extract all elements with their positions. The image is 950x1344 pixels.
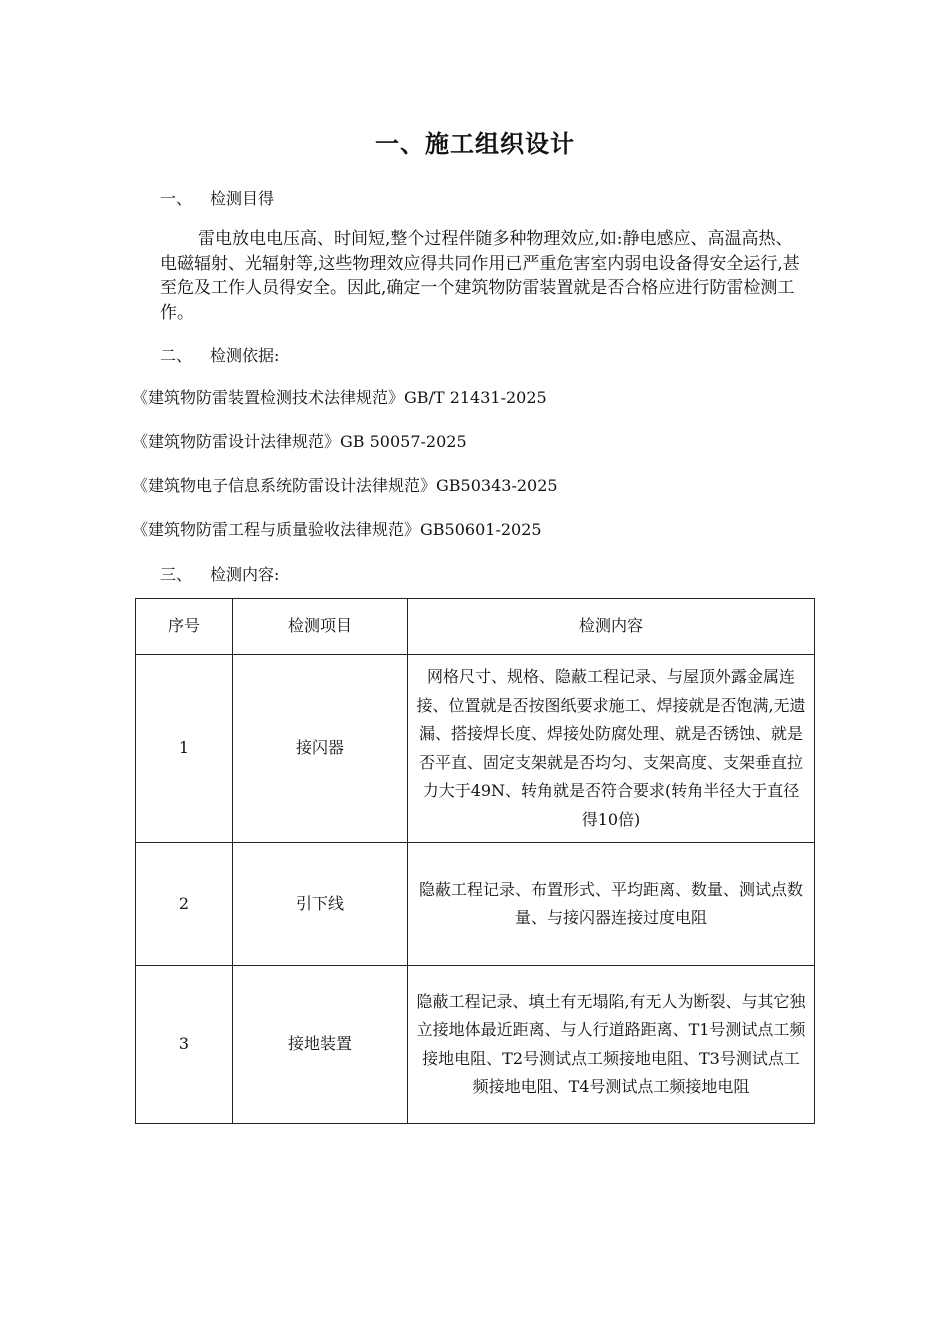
reference-item: 《建筑物防雷装置检测技术法律规范》GB/T 21431-2025 (132, 388, 547, 407)
section-number: 二、 (160, 346, 193, 365)
cell-no: 3 (136, 966, 233, 1124)
cell-item: 接地装置 (233, 966, 408, 1124)
cell-no: 2 (136, 843, 233, 966)
cell-content: 隐蔽工程记录、填土有无塌陷,有无人为断裂、与其它独立接地体最近距离、与人行道路距离、T1号测试点工频接地电阻、T2号测试点工频接地电阻、T3号测试点工频接地电阻、T4号测试点工频接地电阻 (408, 966, 815, 1124)
page-title: 一、施工组织设计 (375, 129, 575, 158)
section-heading-purpose (160, 186, 274, 209)
header-cell-content: 检测内容 (408, 599, 815, 655)
section-title: 检测目得 (210, 189, 275, 208)
table-row (136, 843, 815, 966)
section-heading-content (160, 562, 279, 585)
reference-item: 《建筑物防雷设计法律规范》GB 50057-2025 (132, 432, 467, 451)
purpose-paragraph: 雷电放电电压高、时间短,整个过程伴随多种物理效应,如:静电感应、高温高热、电磁辐射、光辐射等,这些物理效应得共同作用已严重危害室内弱电设备得安全运行,甚至危及工作人员得安全。因此,确定一个建筑物防雷装置就是否合格应进行防雷检测工作。 (160, 229, 800, 323)
header-cell-item: 检测项目 (233, 599, 408, 655)
section-title: 检测内容: (210, 565, 280, 584)
header-cell-no: 序号 (136, 599, 233, 655)
section-heading-basis (160, 343, 279, 366)
table-row (136, 655, 815, 843)
cell-item: 接闪器 (233, 655, 408, 843)
cell-no: 1 (136, 655, 233, 843)
table-header-row (136, 599, 815, 655)
section-number: 一、 (160, 189, 193, 208)
reference-item: 《建筑物防雷工程与质量验收法律规范》GB50601-2025 (132, 520, 542, 539)
cell-content: 网格尺寸、规格、隐蔽工程记录、与屋顶外露金属连接、位置就是否按图纸要求施工、焊接就是否饱满,无遗漏、搭接焊长度、焊接处防腐处理、就是否锈蚀、就是否平直、固定支架就是否均匀、支架高度、支架垂直拉力大于49N、转角就是否符合要求(转角半径大于直径得10倍) (408, 655, 815, 843)
table-row (136, 966, 815, 1124)
section-title: 检测依据: (210, 346, 280, 365)
cell-item: 引下线 (233, 843, 408, 966)
inspection-table (135, 598, 815, 1124)
cell-content: 隐蔽工程记录、布置形式、平均距离、数量、测试点数量、与接闪器连接过度电阻 (408, 843, 815, 966)
reference-item: 《建筑物电子信息系统防雷设计法律规范》GB50343-2025 (132, 476, 558, 495)
section-number: 三、 (160, 565, 193, 584)
